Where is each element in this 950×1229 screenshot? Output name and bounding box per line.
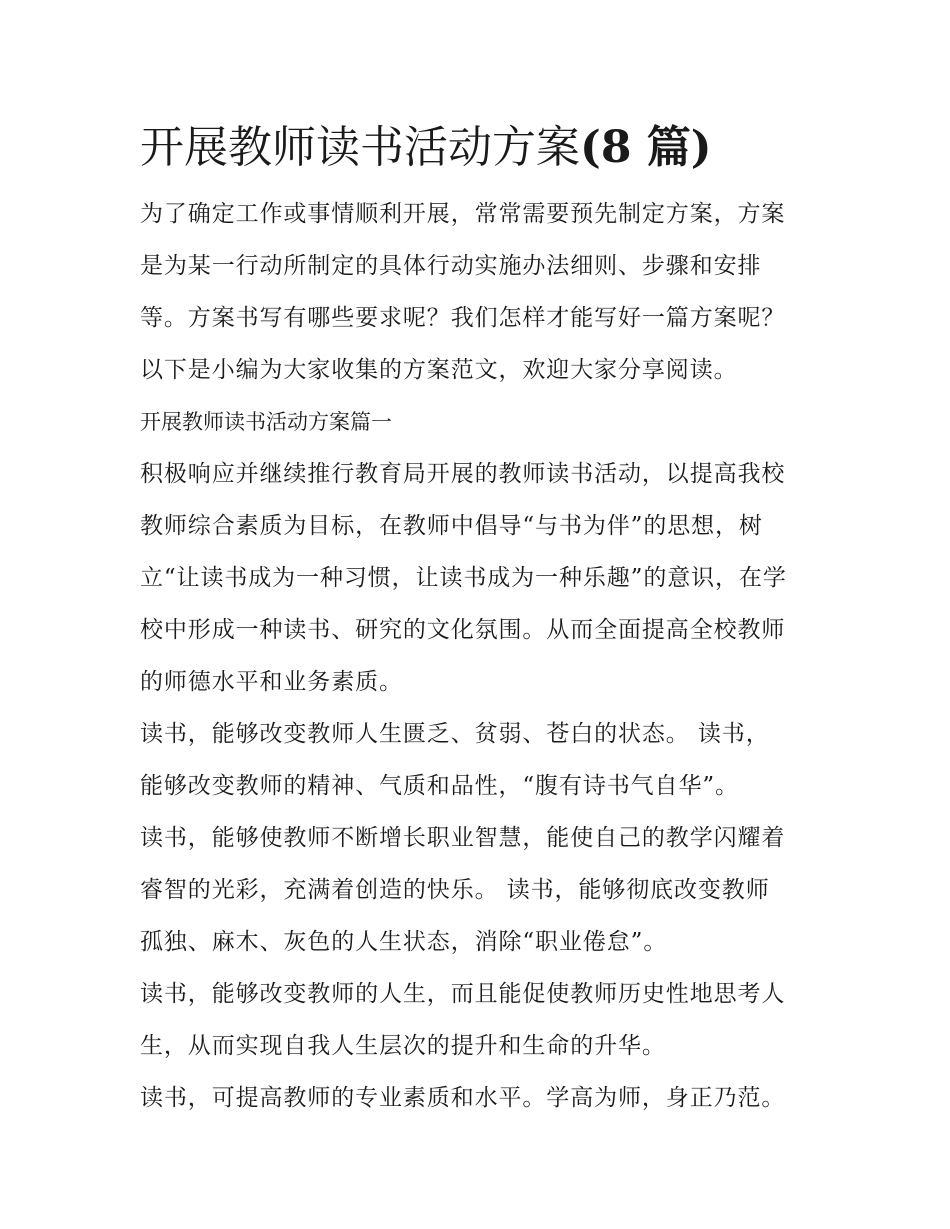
paragraph-line: 是为某一行动所制定的具体行动实施办法细则、步骤和安排 <box>140 253 762 279</box>
document-page <box>140 108 816 1124</box>
paragraph-line: 生，从而实现自我人生层次的提升和生命的升华。 <box>140 1033 666 1059</box>
paragraph-line: 等。方案书写有哪些要求呢？我们怎样才能写好一篇方案呢？ <box>140 305 786 331</box>
paragraph-line: 读书，能够改变教师人生匮乏、贫弱、苍白的状态。 读书， <box>140 721 770 747</box>
section-heading: 开展教师读书活动方案篇一 <box>140 410 392 434</box>
paragraph-line: 睿智的光彩，充满着创造的快乐。 读书，能够彻底改变教师 <box>140 877 770 903</box>
paragraph-line: 积极响应并继续推行教育局开展的教师读书活动，以提高我校 <box>140 461 786 487</box>
paragraph-line: 孤独、麻木、灰色的人生状态，消除“职业倦怠”。 <box>140 929 668 955</box>
paragraph-line: 读书，能够使教师不断增长职业智慧，能使自己的教学闪耀着 <box>140 825 786 851</box>
title-main: 开展教师读书活动方案 <box>140 122 580 173</box>
paragraph-line: 立“让读书成为一种习惯，让读书成为一种乐趣”的意识，在学 <box>140 565 787 591</box>
paragraph-line: 读书，可提高教师的专业素质和水平。学高为师，身正乃范。 <box>140 1085 786 1111</box>
paragraph-line: 的师德水平和业务素质。 <box>140 669 403 695</box>
paragraph-line: 能够改变教师的精神、气质和品性，“腹有诗书气自华”。 <box>140 773 739 799</box>
paragraph-line: 为了确定工作或事情顺利开展，常常需要预先制定方案，方案 <box>140 201 786 227</box>
title-suffix: (8 篇) <box>580 122 712 173</box>
paragraph-line: 教师综合素质为目标，在教师中倡导“与书为伴”的思想，树 <box>140 513 763 539</box>
paragraph-line: 校中形成一种读书、研究的文化氛围。从而全面提高全校教师 <box>140 617 786 643</box>
paragraph-line: 读书，能够改变教师的人生，而且能促使教师历史性地思考人 <box>140 981 786 1007</box>
paragraph-line: 以下是小编为大家收集的方案范文，欢迎大家分享阅读。 <box>140 357 738 383</box>
document-title <box>140 108 816 188</box>
